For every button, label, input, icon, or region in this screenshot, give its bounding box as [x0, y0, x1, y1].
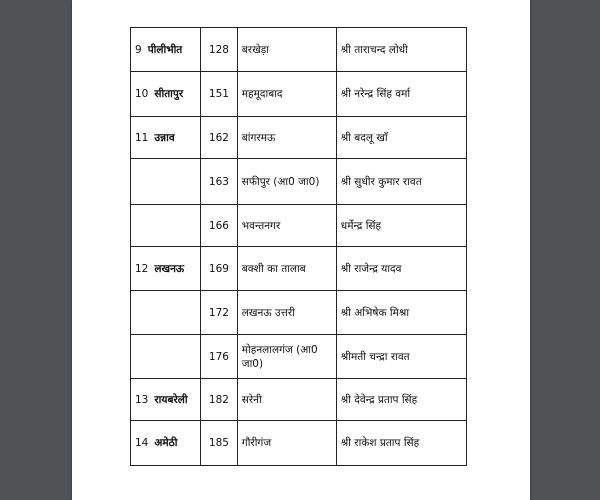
candidate-table [130, 27, 467, 466]
table-row [131, 247, 467, 291]
table-row [131, 28, 467, 72]
serial-number: 10 [135, 88, 149, 100]
ac-name: लखनऊ उत्तरी [237, 291, 336, 335]
ac-name: बांगरमऊ [237, 117, 336, 159]
ac-name: सफीपुर (आ0 जा0) [237, 159, 336, 205]
district-name: लखनऊ [154, 262, 185, 275]
candidate-name: श्री अभिषेक मिश्रा [336, 291, 466, 335]
district-cell [131, 205, 201, 247]
serial-number: 9 [135, 43, 142, 56]
ac-name: मोहनलालगंज (आ0 जा0) [237, 335, 336, 379]
district-cell [131, 379, 201, 421]
district-cell [131, 421, 201, 466]
district-name: अमेठी [154, 437, 178, 449]
table-row [131, 159, 467, 205]
district-cell [131, 291, 201, 335]
table-row [131, 379, 467, 421]
district-cell [131, 159, 201, 205]
table-row [131, 421, 467, 466]
table-row [131, 205, 467, 247]
candidate-name: श्री राजेन्द्र यादव [336, 247, 466, 291]
ac-number: 172 [201, 291, 238, 335]
district-name: पीलीभीत [147, 43, 183, 56]
candidate-name: श्री देवेन्द्र प्रताप सिंह [336, 379, 466, 421]
district-cell [131, 247, 201, 291]
candidate-name: श्री ताराचन्द लोधी [336, 28, 466, 72]
candidate-name: श्री बदलू खॉं [336, 117, 466, 159]
district-cell [131, 117, 201, 159]
table-row [131, 291, 467, 335]
ac-number: 169 [201, 247, 238, 291]
district-cell [131, 335, 201, 379]
ac-number: 176 [201, 335, 238, 379]
table-row [131, 335, 467, 379]
serial-number: 11 [135, 131, 149, 144]
table-row [131, 117, 467, 159]
candidate-name: श्रीमती चन्द्रा रावत [336, 335, 466, 379]
ac-name: महमूदाबाद [237, 72, 336, 117]
candidate-name: श्री सुधीर कुमार रावत [336, 159, 466, 205]
ac-name: बक्शी का तालाब [237, 247, 336, 291]
document-page [72, 0, 530, 500]
ac-number: 166 [201, 205, 238, 247]
ac-number: 128 [201, 28, 238, 72]
district-name: सीतापुर [154, 88, 184, 100]
candidate-name: धर्मेन्द्र सिंह [336, 205, 466, 247]
ac-number: 182 [201, 379, 238, 421]
ac-number: 185 [201, 421, 238, 466]
serial-number: 14 [135, 437, 149, 449]
district-cell [131, 72, 201, 117]
ac-name: भवन्तनगर [237, 205, 336, 247]
ac-name: सरेनी [237, 379, 336, 421]
district-name: उन्नाव [154, 131, 175, 144]
district-name: रायबरेली [154, 393, 188, 406]
ac-number: 151 [201, 72, 238, 117]
ac-name: बरखेड़ा [237, 28, 336, 72]
serial-number: 12 [135, 262, 149, 275]
ac-number: 162 [201, 117, 238, 159]
table-row [131, 72, 467, 117]
candidate-name: श्री नरेन्द्र सिंह वर्मा [336, 72, 466, 117]
district-cell [131, 28, 201, 72]
ac-number: 163 [201, 159, 238, 205]
candidate-name: श्री राकेश प्रताप सिंह [336, 421, 466, 466]
ac-name: गौरीगंज [237, 421, 336, 466]
serial-number: 13 [135, 393, 149, 406]
